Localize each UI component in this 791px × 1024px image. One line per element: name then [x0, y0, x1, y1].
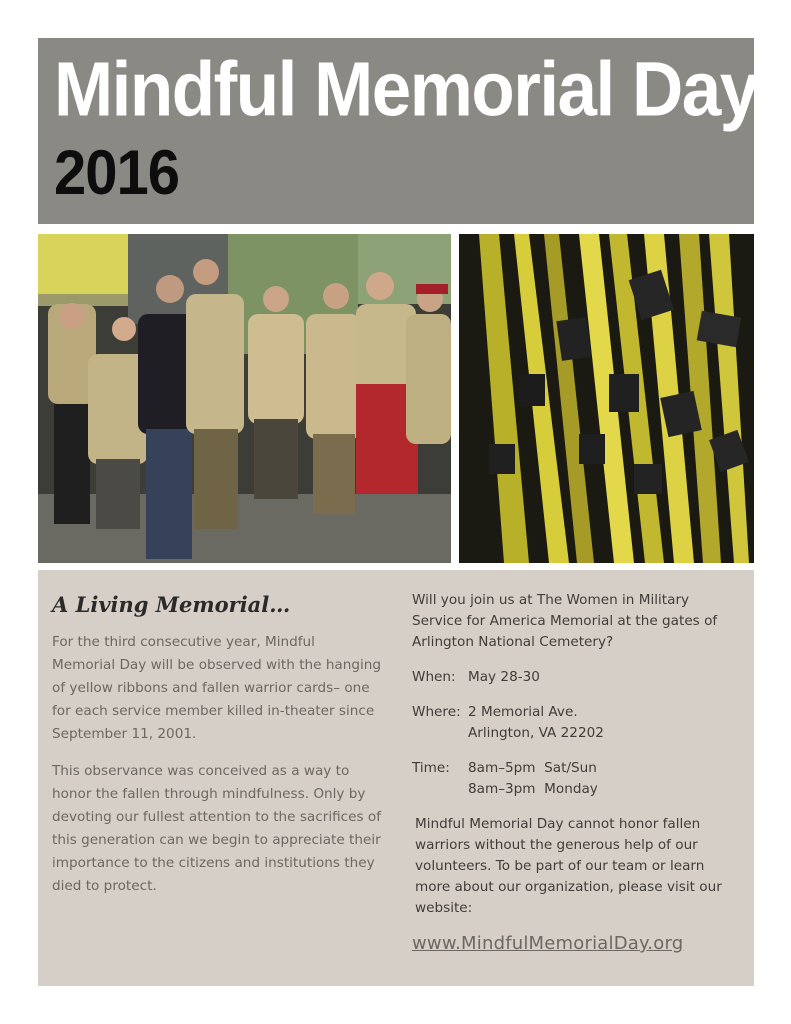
time-row	[412, 758, 742, 800]
paragraph-mindfulness: This observance was conceived as a way to honor the fallen through mindfulness. Only by devoting our fullest attention to the sacrifices of this generation can we begin to appreciate their importance to the citizens and institutions they died to protect.	[52, 763, 382, 894]
where-label: Where:	[412, 704, 461, 720]
when-label: When:	[412, 669, 456, 685]
scouts-photo-image	[38, 234, 451, 563]
where-row	[412, 702, 742, 744]
info-panel	[38, 570, 754, 986]
left-column	[52, 592, 382, 912]
page-year: 2016	[54, 137, 180, 208]
ribbons-photo	[459, 234, 754, 563]
time-label: Time:	[412, 760, 450, 776]
invitation-text: Will you join us at The Women in Military Service for America Memorial at the gates of Arlington National Cemetery?	[412, 592, 718, 650]
where-address-line2: Arlington, VA 22202	[468, 725, 604, 741]
website-link[interactable]: www.MindfulMemorialDay.org	[412, 933, 684, 954]
right-column	[412, 590, 742, 954]
time-monday: 8am–3pm Monday	[468, 781, 598, 797]
header-banner	[38, 38, 758, 224]
time-weekend: 8am–5pm Sat/Sun	[468, 760, 597, 776]
scouts-photo	[38, 234, 451, 563]
when-value: May 28-30	[468, 669, 540, 685]
page-title: Mindful Memorial Day	[54, 47, 758, 133]
when-row	[412, 667, 742, 688]
living-memorial-heading: A Living Memorial…	[52, 592, 291, 617]
volunteer-text: Mindful Memorial Day cannot honor fallen warriors without the generous help of our volunteers. To be part of our team or learn more about our organization, please visit our website:	[415, 816, 722, 916]
paragraph-observance: For the third consecutive year, Mindful Memorial Day will be observed with the hanging of yellow ribbons and fallen warrior cards– one for each service member killed in-theater since September 11, 2001.	[52, 634, 382, 742]
ribbons-photo-image	[459, 234, 754, 563]
where-address-line1: 2 Memorial Ave.	[468, 704, 578, 720]
